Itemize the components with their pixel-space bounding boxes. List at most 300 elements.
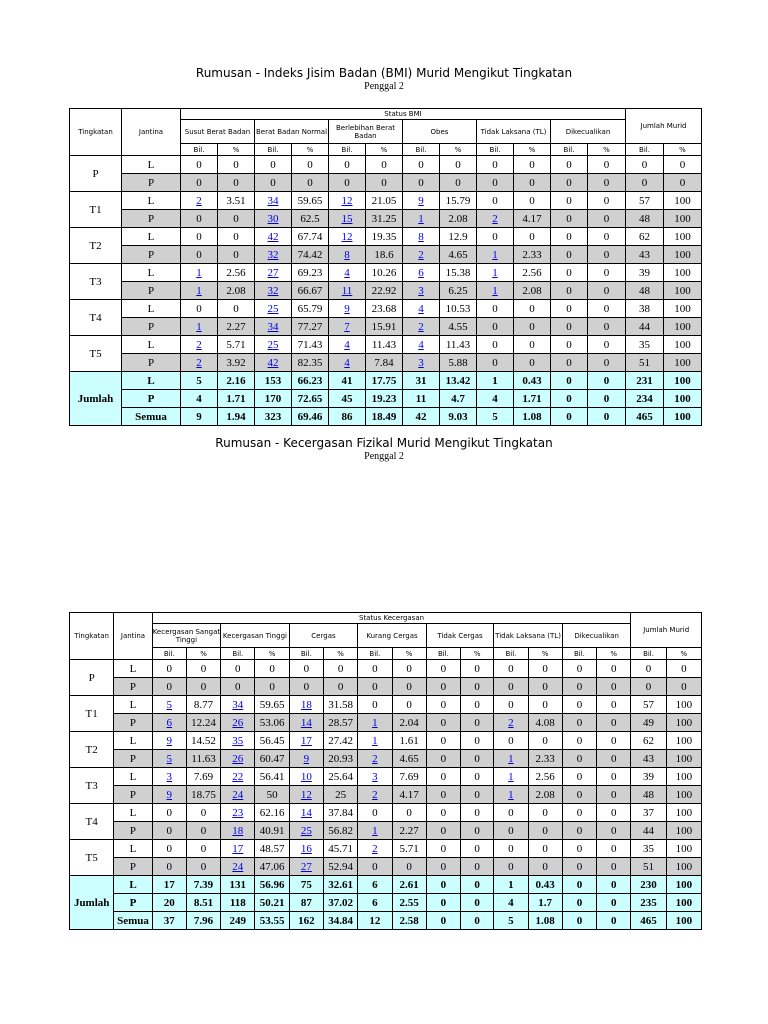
summary-value-cell: 37.02: [323, 894, 357, 912]
value-cell: 0: [588, 318, 626, 336]
student-count-link[interactable]: 17: [300, 734, 312, 747]
value-cell: 52.94: [323, 858, 357, 876]
student-count-link[interactable]: 1: [196, 320, 202, 333]
value-cell: 0: [358, 696, 392, 714]
value-cell: 25.64: [323, 768, 357, 786]
student-count-link[interactable]: 1: [508, 752, 514, 765]
summary-value-cell: 1.94: [218, 408, 255, 426]
bil-subheader: Bil.: [289, 648, 323, 660]
value-cell: 0: [403, 174, 440, 192]
value-cell: 23.68: [366, 300, 403, 318]
student-count-link[interactable]: 1: [492, 248, 498, 261]
value-cell: 0: [562, 732, 596, 750]
value-cell: 0: [528, 696, 562, 714]
value-cell: 0: [514, 354, 551, 372]
student-count-link[interactable]: 12: [341, 194, 353, 207]
value-cell: 10.53: [440, 300, 477, 318]
value-cell: 0: [588, 300, 626, 318]
value-cell: 100: [666, 804, 701, 822]
value-cell: 35: [631, 840, 666, 858]
student-count-link[interactable]: 2: [418, 248, 424, 261]
summary-value-cell: 37: [152, 912, 186, 930]
summary-value-cell: 2.61: [392, 876, 426, 894]
status-category-header: Berat Badan Normal: [255, 120, 329, 144]
value-cell: 0: [551, 336, 588, 354]
student-count-link[interactable]: 8: [418, 230, 424, 243]
status-header: Status BMI: [181, 109, 626, 120]
student-count-link[interactable]: 1: [418, 212, 424, 225]
value-cell: 0: [588, 246, 626, 264]
count-cell: [221, 786, 255, 804]
student-count-link[interactable]: 3: [418, 356, 424, 369]
value-cell: 11.43: [366, 336, 403, 354]
student-count-link[interactable]: 9: [303, 752, 310, 765]
status-category-header: Obes: [403, 120, 477, 144]
value-cell: 0: [366, 174, 403, 192]
student-count-link[interactable]: 24: [232, 860, 244, 873]
jantina-cell: L: [122, 228, 181, 246]
value-cell: 0: [426, 840, 460, 858]
value-cell: 4.65: [392, 750, 426, 768]
summary-value-cell: 69.46: [292, 408, 329, 426]
value-cell: 0: [551, 156, 588, 174]
student-count-link[interactable]: 25: [267, 338, 279, 351]
value-cell: 0: [588, 264, 626, 282]
student-count-link[interactable]: 1: [492, 266, 498, 279]
summary-value-cell: 100: [666, 912, 701, 930]
count-cell: [289, 768, 323, 786]
count-cell: [181, 264, 218, 282]
summary-value-cell: 7.39: [186, 876, 220, 894]
student-count-link[interactable]: 42: [267, 230, 279, 243]
value-cell: 0: [181, 228, 218, 246]
value-cell: 2.56: [218, 264, 255, 282]
jantina-cell: P: [122, 318, 181, 336]
table-row: [70, 732, 702, 750]
student-count-link[interactable]: 1: [492, 284, 498, 297]
jantina-header: Jantina: [114, 613, 152, 660]
student-count-link[interactable]: 26: [232, 716, 244, 729]
student-count-link[interactable]: 2: [508, 716, 514, 729]
summary-value-cell: 17: [152, 876, 186, 894]
count-cell: [477, 246, 514, 264]
student-count-link[interactable]: 9: [344, 302, 350, 315]
value-cell: 0: [358, 660, 392, 678]
count-cell: [181, 354, 218, 372]
count-cell: [152, 696, 186, 714]
student-count-link[interactable]: 27: [300, 860, 312, 873]
student-count-link[interactable]: 1: [196, 284, 202, 297]
value-cell: 0: [597, 840, 631, 858]
summary-row: [70, 876, 702, 894]
summary-value-cell: 100: [666, 894, 701, 912]
value-cell: 0: [461, 714, 494, 732]
student-count-link[interactable]: 18: [300, 698, 312, 711]
student-count-link[interactable]: 11: [341, 284, 353, 297]
value-cell: 43: [626, 246, 664, 264]
value-cell: 56.45: [255, 732, 289, 750]
value-cell: 0: [494, 660, 528, 678]
tingkatan-cell: T4: [70, 300, 122, 336]
value-cell: 40.91: [255, 822, 289, 840]
percent-subheader: %: [528, 648, 562, 660]
student-count-link[interactable]: 4: [344, 356, 350, 369]
summary-value-cell: 465: [631, 912, 666, 930]
student-count-link[interactable]: 32: [267, 248, 279, 261]
value-cell: 0: [562, 840, 596, 858]
count-cell: [329, 210, 366, 228]
value-cell: 0: [292, 174, 329, 192]
student-count-link[interactable]: 22: [232, 770, 244, 783]
count-cell: [289, 732, 323, 750]
student-count-link[interactable]: 12: [341, 230, 353, 243]
value-cell: 59.65: [292, 192, 329, 210]
student-count-link[interactable]: 34: [232, 698, 244, 711]
value-cell: 56.82: [323, 822, 357, 840]
table-row: [70, 786, 702, 804]
student-count-link[interactable]: 5: [166, 698, 173, 711]
student-count-link[interactable]: 2: [492, 212, 498, 225]
summary-value-cell: 100: [664, 408, 702, 426]
summary-value-cell: 17.75: [366, 372, 403, 390]
value-cell: 0: [494, 804, 528, 822]
student-count-link[interactable]: 12: [300, 788, 312, 801]
value-cell: 0: [152, 678, 186, 696]
percent-subheader: %: [597, 648, 631, 660]
percent-subheader: %: [292, 144, 329, 156]
value-cell: 100: [664, 300, 702, 318]
count-cell: [403, 318, 440, 336]
value-cell: 0: [528, 822, 562, 840]
student-count-link[interactable]: 2: [372, 752, 378, 765]
value-cell: 5.71: [392, 840, 426, 858]
student-count-link[interactable]: 2: [196, 194, 202, 207]
student-count-link[interactable]: 3: [372, 770, 378, 783]
value-cell: 39: [631, 768, 666, 786]
value-cell: 0: [392, 678, 426, 696]
tingkatan-cell: T2: [70, 732, 114, 768]
value-cell: 0: [597, 660, 631, 678]
value-cell: 35: [626, 336, 664, 354]
tingkatan-cell: T5: [70, 840, 114, 876]
status-category-header: Tidak Cergas: [426, 624, 494, 648]
student-count-link[interactable]: 15: [341, 212, 353, 225]
value-cell: 0: [528, 732, 562, 750]
tingkatan-cell: T2: [70, 228, 122, 264]
count-cell: [358, 840, 392, 858]
student-count-link[interactable]: 6: [418, 266, 424, 279]
count-cell: [358, 732, 392, 750]
value-cell: 100: [664, 192, 702, 210]
value-cell: 37.84: [323, 804, 357, 822]
status-category-header: Kecergasan Sangat Tinggi: [152, 624, 221, 648]
tingkatan-cell: P: [70, 156, 122, 192]
value-cell: 0: [289, 660, 323, 678]
value-cell: 31.58: [323, 696, 357, 714]
percent-subheader: %: [440, 144, 477, 156]
count-cell: [255, 210, 292, 228]
student-count-link[interactable]: 8: [344, 248, 350, 261]
count-cell: [329, 354, 366, 372]
count-cell: [403, 264, 440, 282]
summary-value-cell: 4: [181, 390, 218, 408]
value-cell: 0: [323, 660, 357, 678]
summary-value-cell: 1: [494, 876, 528, 894]
table-row: [70, 318, 702, 336]
value-cell: 100: [666, 858, 701, 876]
summary-value-cell: 12: [358, 912, 392, 930]
summary-value-cell: 249: [221, 912, 255, 930]
value-cell: 0: [292, 156, 329, 174]
bil-subheader: Bil.: [626, 144, 664, 156]
jantina-cell: L: [122, 156, 181, 174]
student-count-link[interactable]: 1: [508, 788, 514, 801]
value-cell: 0: [494, 678, 528, 696]
value-cell: 39: [626, 264, 664, 282]
value-cell: 2.27: [218, 318, 255, 336]
value-cell: 0: [461, 750, 494, 768]
count-cell: [221, 750, 255, 768]
count-cell: [403, 192, 440, 210]
summary-value-cell: 4.7: [440, 390, 477, 408]
value-cell: 43: [631, 750, 666, 768]
student-count-link[interactable]: 14: [300, 716, 312, 729]
value-cell: 0: [588, 336, 626, 354]
student-count-link[interactable]: 1: [372, 824, 378, 837]
student-count-link[interactable]: 1: [372, 716, 378, 729]
value-cell: 0: [477, 156, 514, 174]
value-cell: 0: [426, 714, 460, 732]
count-cell: [329, 336, 366, 354]
value-cell: 0: [588, 156, 626, 174]
jantina-cell: L: [114, 804, 152, 822]
jantina-cell: L: [122, 300, 181, 318]
tingkatan-cell: P: [70, 660, 114, 696]
summary-value-cell: 6: [358, 876, 392, 894]
table-row: [70, 696, 702, 714]
summary-value-cell: 0: [426, 876, 460, 894]
value-cell: 0: [562, 768, 596, 786]
tingkatan-header: Tingkatan: [70, 613, 114, 660]
student-count-link[interactable]: 34: [267, 320, 279, 333]
summary-value-cell: 0: [597, 894, 631, 912]
student-count-link[interactable]: 4: [418, 302, 424, 315]
student-count-link[interactable]: 1: [508, 770, 514, 783]
count-cell: [358, 786, 392, 804]
value-cell: 0: [181, 246, 218, 264]
summary-value-cell: 5: [181, 372, 218, 390]
count-cell: [255, 282, 292, 300]
jantina-cell: L: [114, 768, 152, 786]
value-cell: 0: [597, 768, 631, 786]
value-cell: 0: [358, 858, 392, 876]
student-count-link[interactable]: 5: [166, 752, 173, 765]
value-cell: 100: [664, 228, 702, 246]
value-cell: 0: [588, 210, 626, 228]
student-count-link[interactable]: 6: [166, 716, 173, 729]
student-count-link[interactable]: 2: [418, 320, 424, 333]
student-count-link[interactable]: 42: [267, 356, 279, 369]
value-cell: 0: [426, 678, 460, 696]
student-count-link[interactable]: 26: [232, 752, 244, 765]
count-cell: [255, 318, 292, 336]
student-count-link[interactable]: 34: [267, 194, 279, 207]
student-count-link[interactable]: 23: [232, 806, 244, 819]
value-cell: 38: [626, 300, 664, 318]
jumlah-murid-header: Jumlah Murid: [631, 613, 702, 648]
student-count-link[interactable]: 4: [344, 266, 350, 279]
value-cell: 0: [426, 786, 460, 804]
jumlah-murid-header: Jumlah Murid: [626, 109, 702, 144]
value-cell: 0: [551, 300, 588, 318]
table-row: [70, 822, 702, 840]
value-cell: 0: [514, 192, 551, 210]
summary-value-cell: 1.71: [218, 390, 255, 408]
value-cell: 0: [323, 678, 357, 696]
status-header: Status Kecergasan: [152, 613, 631, 624]
bil-subheader: Bil.: [494, 648, 528, 660]
percent-subheader: %: [366, 144, 403, 156]
student-count-link[interactable]: 10: [300, 770, 312, 783]
table-row: [70, 228, 702, 246]
student-count-link[interactable]: 25: [300, 824, 312, 837]
value-cell: 0: [664, 174, 702, 192]
jumlah-label: Jumlah: [70, 372, 122, 426]
value-cell: 0: [551, 174, 588, 192]
value-cell: 0: [255, 678, 289, 696]
bil-subheader: Bil.: [562, 648, 596, 660]
value-cell: 0: [551, 264, 588, 282]
table-row: [70, 174, 702, 192]
table-row: [70, 156, 702, 174]
student-count-link[interactable]: 17: [232, 842, 244, 855]
count-cell: [255, 336, 292, 354]
summary-value-cell: 41: [329, 372, 366, 390]
student-count-link[interactable]: 2: [372, 842, 378, 855]
student-count-link[interactable]: 2: [196, 356, 202, 369]
percent-subheader: %: [186, 648, 220, 660]
table-row: [70, 714, 702, 732]
value-cell: 2.56: [528, 768, 562, 786]
student-count-link[interactable]: 32: [267, 284, 279, 297]
summary-value-cell: 0.43: [514, 372, 551, 390]
summary-value-cell: 0: [461, 894, 494, 912]
student-count-link[interactable]: 1: [372, 734, 378, 747]
value-cell: 69.23: [292, 264, 329, 282]
value-cell: 0: [631, 660, 666, 678]
summary-value-cell: 34.84: [323, 912, 357, 930]
value-cell: 0: [152, 858, 186, 876]
count-cell: [329, 228, 366, 246]
student-count-link[interactable]: 16: [300, 842, 312, 855]
value-cell: 0: [597, 678, 631, 696]
summary-value-cell: 4: [494, 894, 528, 912]
bil-subheader: Bil.: [221, 648, 255, 660]
summary-row: [70, 894, 702, 912]
value-cell: 8.77: [186, 696, 220, 714]
value-cell: 0: [392, 696, 426, 714]
student-count-link[interactable]: 7: [344, 320, 350, 333]
count-cell: [494, 714, 528, 732]
value-cell: 0: [218, 228, 255, 246]
student-count-link[interactable]: 35: [232, 734, 244, 747]
jumlah-label: Jumlah: [70, 876, 114, 930]
value-cell: 0: [181, 174, 218, 192]
value-cell: 0: [289, 678, 323, 696]
value-cell: 3.51: [218, 192, 255, 210]
count-cell: [289, 786, 323, 804]
value-cell: 0: [392, 660, 426, 678]
summary-jantina-cell: L: [122, 372, 181, 390]
summary-value-cell: 4: [477, 390, 514, 408]
value-cell: 0: [664, 156, 702, 174]
value-cell: 62: [631, 732, 666, 750]
count-cell: [221, 804, 255, 822]
student-count-link[interactable]: 4: [344, 338, 350, 351]
value-cell: 15.38: [440, 264, 477, 282]
value-cell: 48: [626, 282, 664, 300]
value-cell: 0: [221, 678, 255, 696]
value-cell: 0: [588, 282, 626, 300]
student-count-link[interactable]: 4: [418, 338, 424, 351]
student-count-link[interactable]: 18: [232, 824, 244, 837]
student-count-link[interactable]: 2: [372, 788, 378, 801]
count-cell: [358, 750, 392, 768]
value-cell: 0: [562, 804, 596, 822]
value-cell: 62.5: [292, 210, 329, 228]
count-cell: [255, 246, 292, 264]
value-cell: 0: [152, 822, 186, 840]
student-count-link[interactable]: 9: [166, 734, 173, 747]
value-cell: 100: [664, 318, 702, 336]
value-cell: 15.79: [440, 192, 477, 210]
table-row: [70, 660, 702, 678]
value-cell: 5.71: [218, 336, 255, 354]
summary-value-cell: 235: [631, 894, 666, 912]
tingkatan-cell: T4: [70, 804, 114, 840]
count-cell: [358, 714, 392, 732]
student-count-link[interactable]: 14: [300, 806, 312, 819]
value-cell: 100: [666, 840, 701, 858]
student-count-link[interactable]: 27: [267, 266, 279, 279]
count-cell: [152, 750, 186, 768]
value-cell: 100: [666, 786, 701, 804]
jantina-cell: P: [114, 786, 152, 804]
value-cell: 7.69: [186, 768, 220, 786]
student-count-link[interactable]: 25: [267, 302, 279, 315]
student-count-link[interactable]: 9: [166, 788, 173, 801]
value-cell: 0: [426, 768, 460, 786]
value-cell: 0: [255, 660, 289, 678]
status-category-header: Dikecualikan: [562, 624, 631, 648]
student-count-link[interactable]: 9: [418, 194, 424, 207]
student-count-link[interactable]: 2: [196, 338, 202, 351]
value-cell: 0: [597, 696, 631, 714]
value-cell: 0: [392, 804, 426, 822]
summary-value-cell: 170: [255, 390, 292, 408]
value-cell: 0: [631, 678, 666, 696]
student-count-link[interactable]: 30: [267, 212, 279, 225]
summary-jantina-cell: P: [122, 390, 181, 408]
tingkatan-cell: T3: [70, 264, 122, 300]
student-count-link[interactable]: 3: [166, 770, 173, 783]
value-cell: 2.56: [514, 264, 551, 282]
student-count-link[interactable]: 1: [196, 266, 202, 279]
student-count-link[interactable]: 3: [418, 284, 424, 297]
value-cell: 0: [186, 660, 220, 678]
count-cell: [255, 354, 292, 372]
student-count-link[interactable]: 24: [232, 788, 244, 801]
